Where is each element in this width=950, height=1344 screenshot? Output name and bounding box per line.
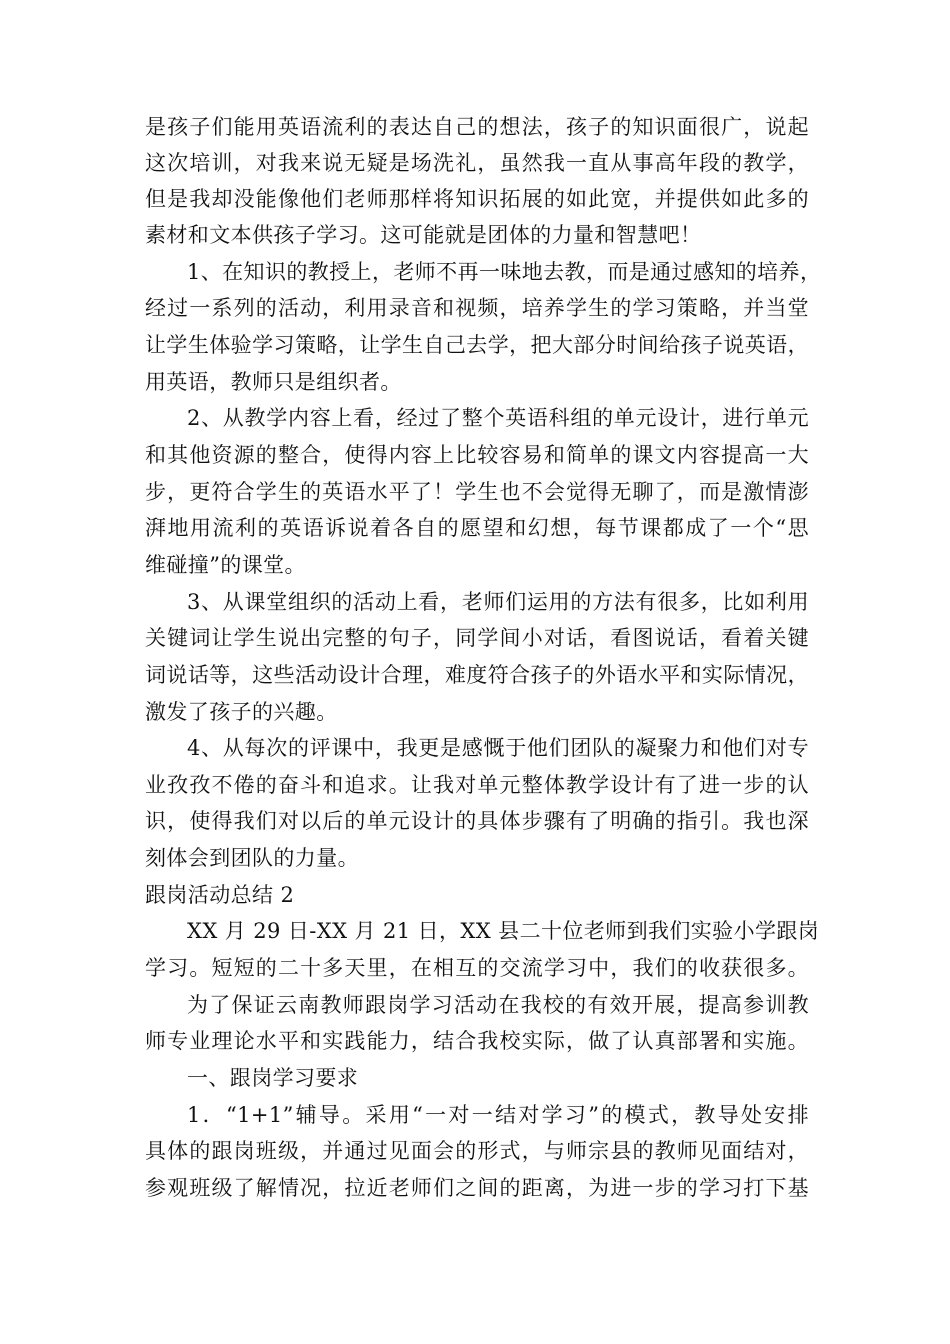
text-line: 师专业理论水平和实践能力，结合我校实际，做了认真部署和实施。 [145,1029,809,1053]
text-line: 刻体会到团队的力量。 [145,846,359,870]
text-line: 具体的跟岗班级，并通过见面会的形式，与师宗县的教师见面结对， [145,1139,809,1163]
text-line: XX 月 29 日-XX 月 21 日，XX 县二十位老师到我们实验小学跟岗 [187,919,820,943]
text-line: 让学生体验学习策略，让学生自己去学，把大部分时间给孩子说英语， [145,333,809,357]
text-line: 4、从每次的评课中，我更是感慨于他们团队的凝聚力和他们对专 [187,736,809,760]
text-line: 1、在知识的教授上，老师不再一味地去教，而是通过感知的培养， [187,260,822,284]
text-line: 这次培训，对我来说无疑是场洗礼，虽然我一直从事高年段的教学， [145,151,809,175]
text-line: 1．“1+1”辅导。采用“一对一结对学习”的模式，教导处安排 [187,1103,809,1127]
text-line: 关键词让学生说出完整的句子，同学间小对话，看图说话，看着关键 [145,626,809,650]
text-line: 识，使得我们对以后的单元设计的具体步骤有了明确的指引。我也深 [145,809,809,833]
text-line: 参观班级了解情况，拉近老师们之间的距离，为进一步的学习打下基 [145,1176,809,1200]
text-line: 和其他资源的整合，使得内容上比较容易和简单的课文内容提高一大 [145,443,809,467]
text-line: 为了保证云南教师跟岗学习活动在我校的有效开展，提高参训教 [187,993,809,1017]
text-line: 3、从课堂组织的活动上看，老师们运用的方法有很多，比如利用 [187,590,809,614]
section-heading: 跟岗活动总结 2 [145,883,295,907]
text-line: 激发了孩子的兴趣。 [145,700,338,724]
text-line: 湃地用流利的英语诉说着各自的愿望和幻想，每节课都成了一个“思 [145,516,809,540]
text-line: 维碰撞”的课堂。 [145,553,306,577]
text-line: 2、从教学内容上看，经过了整个英语科组的单元设计，进行单元 [187,406,809,430]
text-line: 经过一系列的活动，利用录音和视频，培养学生的学习策略，并当堂 [145,296,809,320]
text-line: 学习。短短的二十多天里，在相互的交流学习中，我们的收获很多。 [145,956,809,980]
text-line: 但是我却没能像他们老师那样将知识拓展的如此宽，并提供如此多的 [145,187,809,211]
subsection-heading: 一、跟岗学习要求 [187,1066,359,1090]
text-line: 业孜孜不倦的奋斗和追求。让我对单元整体教学设计有了进一步的认 [145,773,809,797]
text-line: 步，更符合学生的英语水平了！学生也不会觉得无聊了，而是激情澎 [145,480,809,504]
text-line: 用英语，教师只是组织者。 [145,370,402,394]
text-line: 素材和文本供孩子学习。这可能就是团体的力量和智慧吧！ [145,223,702,247]
text-line: 词说话等，这些活动设计合理，难度符合孩子的外语水平和实际情况， [145,663,809,687]
text-line: 是孩子们能用英语流利的表达自己的想法，孩子的知识面很广，说起 [145,115,809,139]
